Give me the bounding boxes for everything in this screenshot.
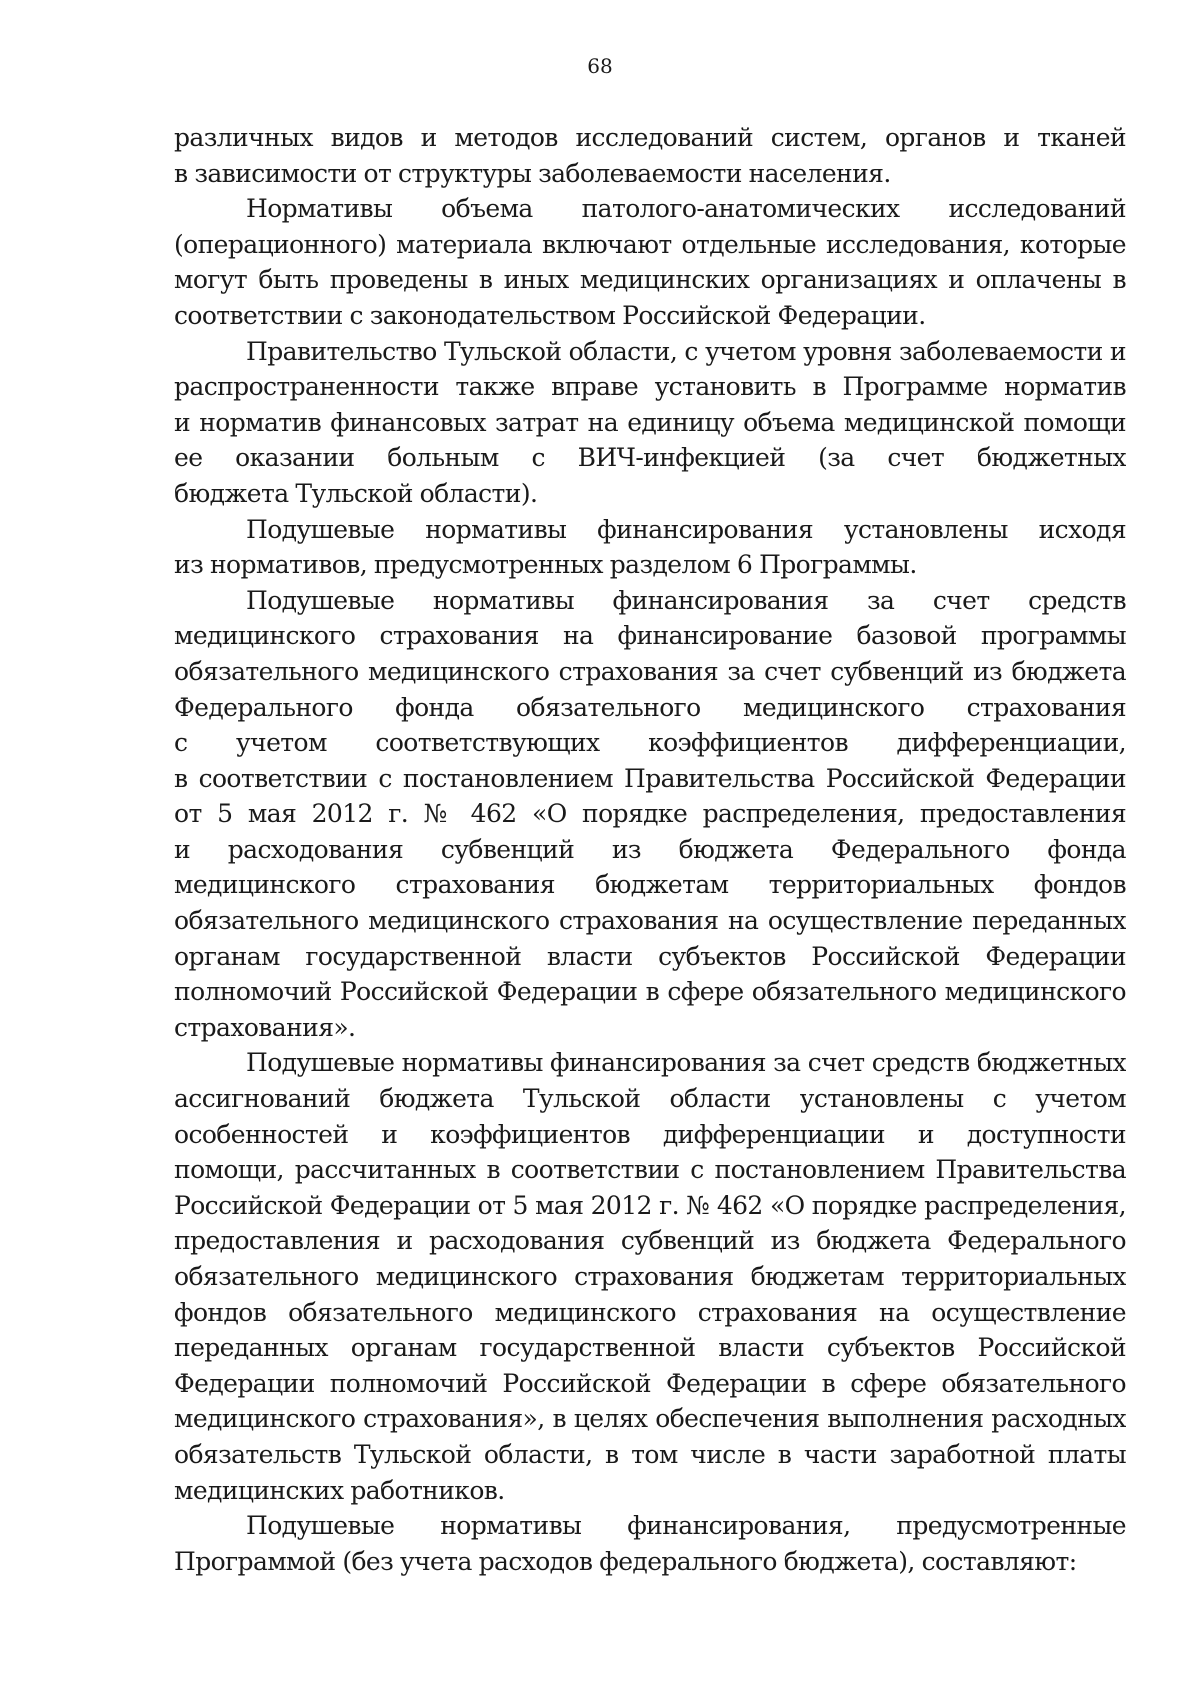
text-line: переданных органам государственной власти субъектов Российской: [174, 1333, 1126, 1363]
text-line: и расходования субвенций из бюджета Федерального фонда: [174, 834, 1126, 864]
text-line: из нормативов, предусмотренных разделом 6 Программы.: [174, 550, 917, 580]
text-line: Российской Федерации от 5 мая 2012 г. № 462 «О порядке распределения,: [174, 1190, 1126, 1220]
text-line: Федерации полномочий Российской Федерации в сфере обязательного: [174, 1368, 1126, 1398]
text-line: страхования».: [174, 1012, 356, 1042]
text-line: соответствии с законодательством Российской Федерации.: [174, 300, 926, 330]
text-line: Подушевые нормативы финансирования, предусмотренные: [246, 1511, 1126, 1541]
text-line: обязательного медицинского страхования бюджетам территориальных: [174, 1262, 1126, 1291]
text-line: Нормативы объема патолого-анатомических исследований: [246, 194, 1126, 224]
text-line: различных видов и методов исследований систем, органов и тканей: [174, 123, 1126, 152]
text-line: особенностей и коэффициентов дифференциации и доступности: [174, 1119, 1126, 1149]
text-line: обязательств Тульской области, в том числе в части заработной платы: [174, 1439, 1126, 1469]
text-line: фондов обязательного медицинского страхования на осуществление: [174, 1297, 1126, 1327]
text-line: Правительство Тульской области, с учетом уровня заболеваемости и: [246, 336, 1126, 366]
text-line: медицинских работников.: [174, 1475, 505, 1505]
text-line: Подушевые нормативы финансирования за счет средств бюджетных: [246, 1048, 1126, 1078]
text-line: бюджета Тульской области).: [174, 478, 538, 508]
text-line: с учетом соответствующих коэффициентов дифференциации,: [174, 728, 1126, 758]
text-line: (операционного) материала включают отдельные исследования, которые: [174, 229, 1126, 259]
text-line: обязательного медицинского страхования за счет субвенций из бюджета: [174, 656, 1126, 686]
text-line: органам государственной власти субъектов Российской Федерации: [174, 941, 1126, 971]
text-line: Подушевые нормативы финансирования за счет средств: [246, 585, 1126, 615]
text-line: ассигнований бюджета Тульской области установлены с учетом: [174, 1084, 1126, 1114]
text-line: могут быть проведены в иных медицинских организациях и оплачены в: [174, 265, 1126, 295]
text-line: от 5 мая 2012 г. № 462 «О порядке распределения, предоставления: [174, 799, 1126, 829]
page-number: 68: [587, 54, 613, 78]
text-line: Программой (без учета расходов федерального бюджета), составляют:: [174, 1546, 1077, 1576]
text-line: медицинского страхования на финансирование базовой программы: [174, 621, 1126, 651]
text-line: в соответствии с постановлением Правительства Российской Федерации: [174, 763, 1126, 793]
text-line: полномочий Российской Федерации в сфере обязательного медицинского: [174, 977, 1126, 1007]
text-line: Подушевые нормативы финансирования установлены исходя: [246, 514, 1126, 544]
text-line: распространенности также вправе установить в Программе норматив: [174, 372, 1126, 402]
text-line: Федерального фонда обязательного медицинского страхования: [174, 692, 1126, 722]
text-line: помощи, рассчитанных в соответствии с постановлением Правительства: [174, 1155, 1126, 1185]
text-line: обязательного медицинского страхования на осуществление переданных: [174, 906, 1126, 936]
text-line: и норматив финансовых затрат на единицу объема медицинской помощи: [174, 407, 1126, 437]
text-line: в зависимости от структуры заболеваемости населения.: [174, 158, 891, 188]
document-body: [174, 120, 1126, 1579]
text-line: ее оказании больным с ВИЧ-инфекцией (за счет бюджетных: [174, 443, 1126, 473]
text-line: медицинского страхования», в целях обеспечения выполнения расходных: [174, 1404, 1126, 1434]
text-line: предоставления и расходования субвенций из бюджета Федерального: [174, 1226, 1126, 1256]
text-line: медицинского страхования бюджетам территориальных фондов: [174, 870, 1126, 900]
